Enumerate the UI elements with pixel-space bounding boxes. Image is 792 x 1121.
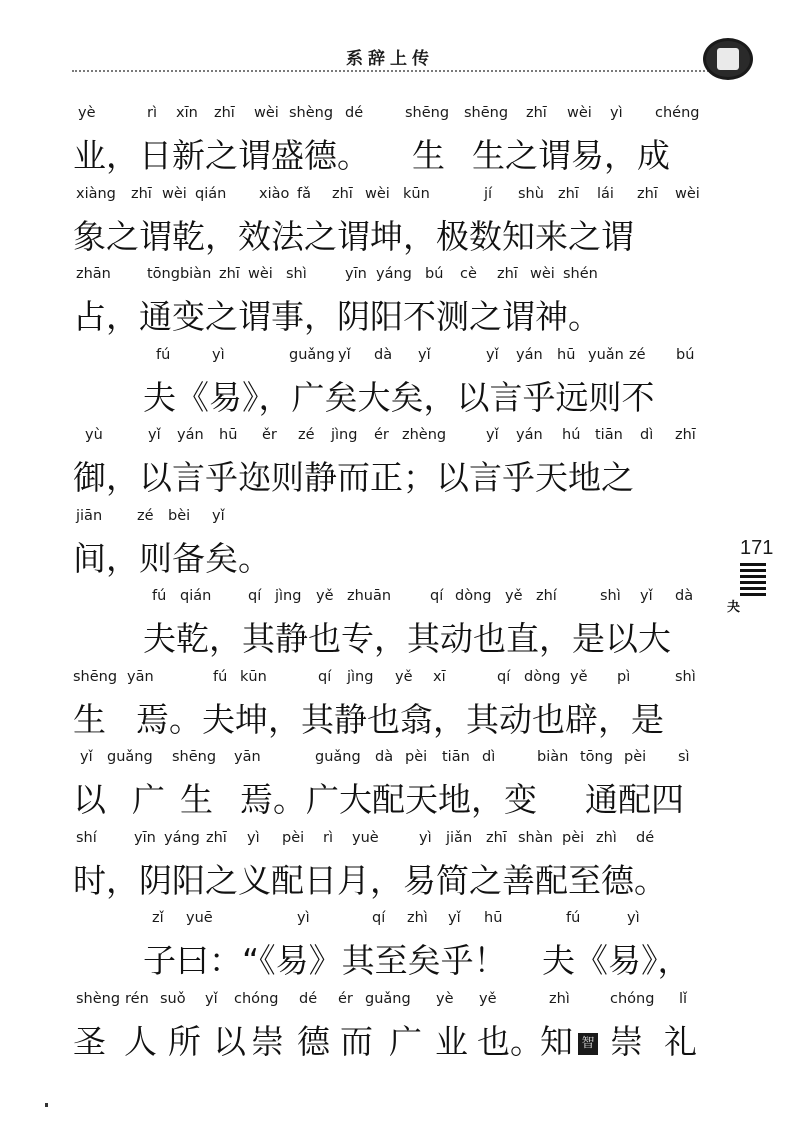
pinyin-syllable: yán [177, 427, 204, 443]
hanzi-segment: 生 [412, 136, 445, 175]
pinyin-syllable: yīn [345, 266, 367, 282]
pinyin-syllable: wèi [530, 266, 555, 282]
pinyin-syllable: shēng [73, 668, 118, 685]
hanzi-segment: 所 [168, 1021, 201, 1061]
pinyin-syllable: dé [345, 105, 364, 121]
pinyin-syllable: yān [234, 749, 261, 765]
pinyin-syllable: zhí [536, 588, 557, 604]
pinyin-syllable: yì [610, 105, 623, 121]
pinyin-syllable: fú [566, 910, 581, 926]
pinyin-syllable: yǐ [212, 507, 225, 524]
pinyin-syllable: yǐ [80, 749, 93, 765]
running-header-title: 系辞上传 [346, 49, 434, 69]
pinyin-syllable: shí [76, 829, 97, 846]
pinyin-syllable: pèi [562, 829, 585, 846]
side-tab-label: 夬 [727, 600, 741, 615]
pinyin-syllable: shén [563, 266, 598, 282]
pinyin-syllable: yǐ [338, 346, 351, 363]
hexagram-icon [740, 563, 766, 599]
pinyin-syllable: zhì [407, 910, 428, 926]
pinyin-syllable: guǎng [365, 990, 411, 1007]
pinyin-syllable: kūn [240, 668, 267, 685]
pinyin-syllable: dòng [524, 668, 561, 685]
pinyin-syllable: zhuān [347, 588, 392, 604]
pinyin-syllable: fú [152, 588, 167, 604]
pinyin-syllable: chóng [610, 990, 655, 1007]
pinyin-syllable: yáng [376, 266, 412, 282]
pinyin-syllable: qí [430, 588, 444, 604]
book-seal-icon [703, 38, 753, 80]
pinyin-syllable: qí [497, 668, 511, 685]
pinyin-syllable: zhī [526, 105, 547, 121]
hanzi-segment: 礼 [664, 1021, 697, 1061]
hanzi-segment: 业，日新之谓盛德。 [73, 136, 370, 175]
pinyin-syllable: shì [600, 588, 621, 604]
pinyin-syllable: zhī [332, 185, 353, 202]
pinyin-syllable: shàn [518, 829, 553, 846]
pinyin-syllable: shì [675, 668, 696, 685]
pinyin-syllable: yán [516, 346, 543, 363]
pinyin-syllable: yě [316, 588, 334, 604]
pinyin-syllable: zé [137, 507, 154, 524]
pinyin-syllable: wèi [248, 266, 273, 282]
pinyin-syllable: qián [180, 588, 212, 604]
pinyin-syllable: qí [318, 668, 332, 685]
pinyin-syllable: zé [298, 427, 315, 443]
pinyin-syllable: dì [640, 427, 654, 443]
pinyin-syllable: ěr [262, 427, 277, 443]
pinyin-syllable: hū [219, 427, 238, 443]
pinyin-syllable: shèng [76, 990, 121, 1007]
pinyin-syllable: yì [297, 910, 310, 926]
hanzi-segment: 生 [73, 699, 106, 739]
pinyin-syllable: zhī [637, 185, 658, 202]
pinyin-syllable: pì [617, 668, 631, 685]
page-number: 171 [740, 537, 774, 559]
inline-seal-char: 智 [578, 1033, 598, 1055]
pinyin-syllable: jìng [331, 427, 358, 443]
pinyin-syllable: yǐ [486, 427, 499, 443]
pinyin-syllable: rén [125, 990, 149, 1007]
pinyin-syllable: zhī [214, 105, 235, 121]
pinyin-syllable: zhèng [402, 427, 447, 443]
pinyin-syllable: dà [375, 749, 394, 765]
margin-mark [45, 1103, 48, 1107]
pinyin-syllable: zhī [206, 829, 227, 846]
pinyin-syllable: zhī [219, 266, 240, 282]
hanzi-segment: 也。 [477, 1021, 543, 1061]
pinyin-syllable: yǐ [640, 588, 653, 604]
hanzi-segment: 崇 [610, 1021, 643, 1061]
pinyin-syllable: zhī [675, 427, 696, 443]
pinyin-syllable: zhān [76, 266, 111, 282]
pinyin-syllable: ér [338, 990, 353, 1007]
pinyin-syllable: shèng [289, 105, 334, 121]
pinyin-syllable: yǐ [205, 990, 218, 1007]
pinyin-syllable: wèi [365, 185, 390, 202]
hanzi-segment: 生之谓易，成 [472, 136, 670, 175]
pinyin-syllable: yán [516, 427, 543, 443]
pinyin-syllable: zé [629, 346, 646, 363]
pinyin-syllable: ér [374, 427, 389, 443]
pinyin-syllable: tōngbiàn [147, 266, 212, 282]
hanzi-segment: 间，则备矣。 [73, 538, 271, 578]
hanzi-segment: 业 [435, 1021, 468, 1061]
pinyin-syllable: zhì [596, 829, 617, 846]
pinyin-syllable: yě [479, 990, 497, 1007]
pinyin-syllable: shēng [405, 105, 450, 121]
pinyin-syllable: dì [482, 749, 496, 765]
pinyin-syllable: hú [562, 427, 581, 443]
pinyin-syllable: yě [570, 668, 588, 685]
pinyin-syllable: lái [597, 185, 614, 202]
pinyin-syllable: tōng [580, 749, 613, 765]
pinyin-syllable: fú [213, 668, 228, 685]
hanzi-segment: 生 [180, 780, 213, 819]
pinyin-syllable: yuē [186, 910, 213, 926]
pinyin-syllable: yè [78, 105, 96, 121]
pinyin-syllable: qí [372, 910, 386, 926]
pinyin-syllable: rì [147, 105, 157, 121]
pinyin-syllable: yǐ [448, 910, 461, 926]
pinyin-syllable: xīn [176, 105, 198, 121]
pinyin-syllable: rì [323, 829, 333, 846]
hanzi-segment: 人 [124, 1021, 157, 1061]
pinyin-syllable: tiān [442, 749, 470, 765]
hanzi-segment: 广 [389, 1021, 422, 1061]
pinyin-syllable: hū [557, 346, 576, 363]
hanzi-segment: 夫乾，其静也专，其动也直，是以大 [143, 619, 671, 658]
pinyin-syllable: hū [484, 910, 503, 926]
pinyin-syllable: zhī [486, 829, 507, 846]
pinyin-syllable: pèi [405, 749, 428, 765]
pinyin-syllable: yì [419, 829, 432, 846]
pinyin-syllable: pèi [282, 829, 305, 846]
pinyin-syllable: yǐ [418, 346, 431, 363]
pinyin-syllable: yuǎn [588, 346, 624, 363]
hanzi-segment: 焉。夫坤，其静也翕，其动也辟，是 [136, 699, 664, 739]
pinyin-syllable: yì [247, 829, 260, 846]
pinyin-syllable: wèi [162, 185, 187, 202]
pinyin-syllable: wèi [254, 105, 279, 121]
pinyin-syllable: tiān [595, 427, 623, 443]
pinyin-syllable: zhī [131, 185, 152, 202]
pinyin-syllable: guǎng [107, 749, 153, 765]
hanzi-segment: 崇 [251, 1021, 284, 1061]
pinyin-syllable: wèi [675, 185, 700, 202]
header-dotted-rule [72, 70, 712, 72]
pinyin-syllable: suǒ [160, 990, 186, 1007]
pinyin-syllable: jìng [347, 668, 374, 685]
pinyin-syllable: shì [286, 266, 307, 282]
pinyin-syllable: fǎ [297, 185, 311, 202]
pinyin-syllable: wèi [567, 105, 592, 121]
hanzi-segment: 夫《易》， [542, 941, 691, 980]
pinyin-syllable: xiàng [76, 185, 116, 202]
pinyin-syllable: chéng [655, 105, 700, 121]
pinyin-syllable: yáng [164, 829, 200, 846]
pinyin-syllable: dòng [455, 588, 492, 604]
hanzi-segment: 圣 [73, 1021, 106, 1061]
pinyin-syllable: chóng [234, 990, 279, 1007]
pinyin-syllable: sì [678, 749, 690, 765]
pinyin-syllable: yè [436, 990, 454, 1007]
pinyin-syllable: bú [425, 266, 444, 282]
pinyin-syllable: guǎng [315, 749, 361, 765]
pinyin-syllable: yuè [352, 829, 379, 846]
pinyin-syllable: guǎng [289, 346, 335, 363]
pinyin-syllable: yǐ [148, 427, 161, 443]
hanzi-segment: 通配四 [585, 780, 684, 819]
hanzi-segment: 御，以言乎迩则静而正；以言乎天地之 [73, 458, 634, 497]
pinyin-syllable: shù [518, 185, 544, 202]
pinyin-syllable: zhī [558, 185, 579, 202]
hanzi-segment: 以 [73, 780, 106, 819]
hanzi-segment: 时，阴阳之义配日月，易简之善配至德。 [73, 860, 667, 900]
hanzi-segment: 而 [340, 1021, 373, 1061]
pinyin-syllable: qián [195, 185, 227, 202]
pinyin-syllable: jìng [275, 588, 302, 604]
pinyin-syllable: dà [675, 588, 694, 604]
pinyin-syllable: yě [505, 588, 523, 604]
pinyin-syllable: yīn [134, 829, 156, 846]
pinyin-syllable: zhī [497, 266, 518, 282]
hanzi-segment: 知 [540, 1021, 573, 1061]
pinyin-syllable: qí [248, 588, 262, 604]
pinyin-syllable: dé [299, 990, 318, 1007]
pinyin-syllable: yě [395, 668, 413, 685]
pinyin-syllable: fú [156, 346, 171, 363]
hanzi-segment: 夫《易》，广矣大矣，以言乎远则不 [143, 377, 655, 417]
pinyin-syllable: dà [374, 346, 393, 363]
pinyin-syllable: cè [460, 266, 477, 282]
pinyin-syllable: pèi [624, 749, 647, 765]
pinyin-syllable: jiǎn [446, 829, 473, 846]
pinyin-syllable: yù [85, 427, 103, 443]
hanzi-segment: 广 [132, 780, 165, 819]
pinyin-syllable: biàn [537, 749, 569, 765]
hanzi-segment: 子曰：“《易》其至矣乎！ [143, 941, 507, 980]
pinyin-syllable: shēng [172, 749, 217, 765]
hanzi-segment: 以 [213, 1021, 246, 1061]
hanzi-segment: 象之谓乾，效法之谓坤，极数知来之谓 [73, 216, 634, 256]
pinyin-syllable: zǐ [152, 910, 164, 926]
pinyin-syllable: kūn [403, 185, 430, 202]
pinyin-syllable: dé [636, 829, 655, 846]
pinyin-syllable: yǐ [486, 346, 499, 363]
pinyin-syllable: bèi [168, 507, 191, 524]
hanzi-segment: 焉。广大配天地，变 [240, 780, 537, 819]
pinyin-syllable: bú [676, 346, 695, 363]
hanzi-segment: 占，通变之谓事，阴阳不测之谓神。 [73, 297, 601, 336]
pinyin-syllable: zhì [549, 990, 570, 1007]
pinyin-syllable: xiào [259, 185, 290, 202]
pinyin-syllable: yì [212, 346, 225, 363]
pinyin-syllable: yì [627, 910, 640, 926]
pinyin-syllable: shēng [464, 105, 509, 121]
pinyin-syllable: xī [433, 668, 446, 685]
pinyin-syllable: yān [127, 668, 154, 685]
hanzi-segment: 德 [297, 1021, 330, 1061]
pinyin-syllable: jí [484, 185, 493, 202]
pinyin-syllable: lǐ [679, 990, 688, 1007]
pinyin-syllable: jiān [76, 507, 103, 524]
